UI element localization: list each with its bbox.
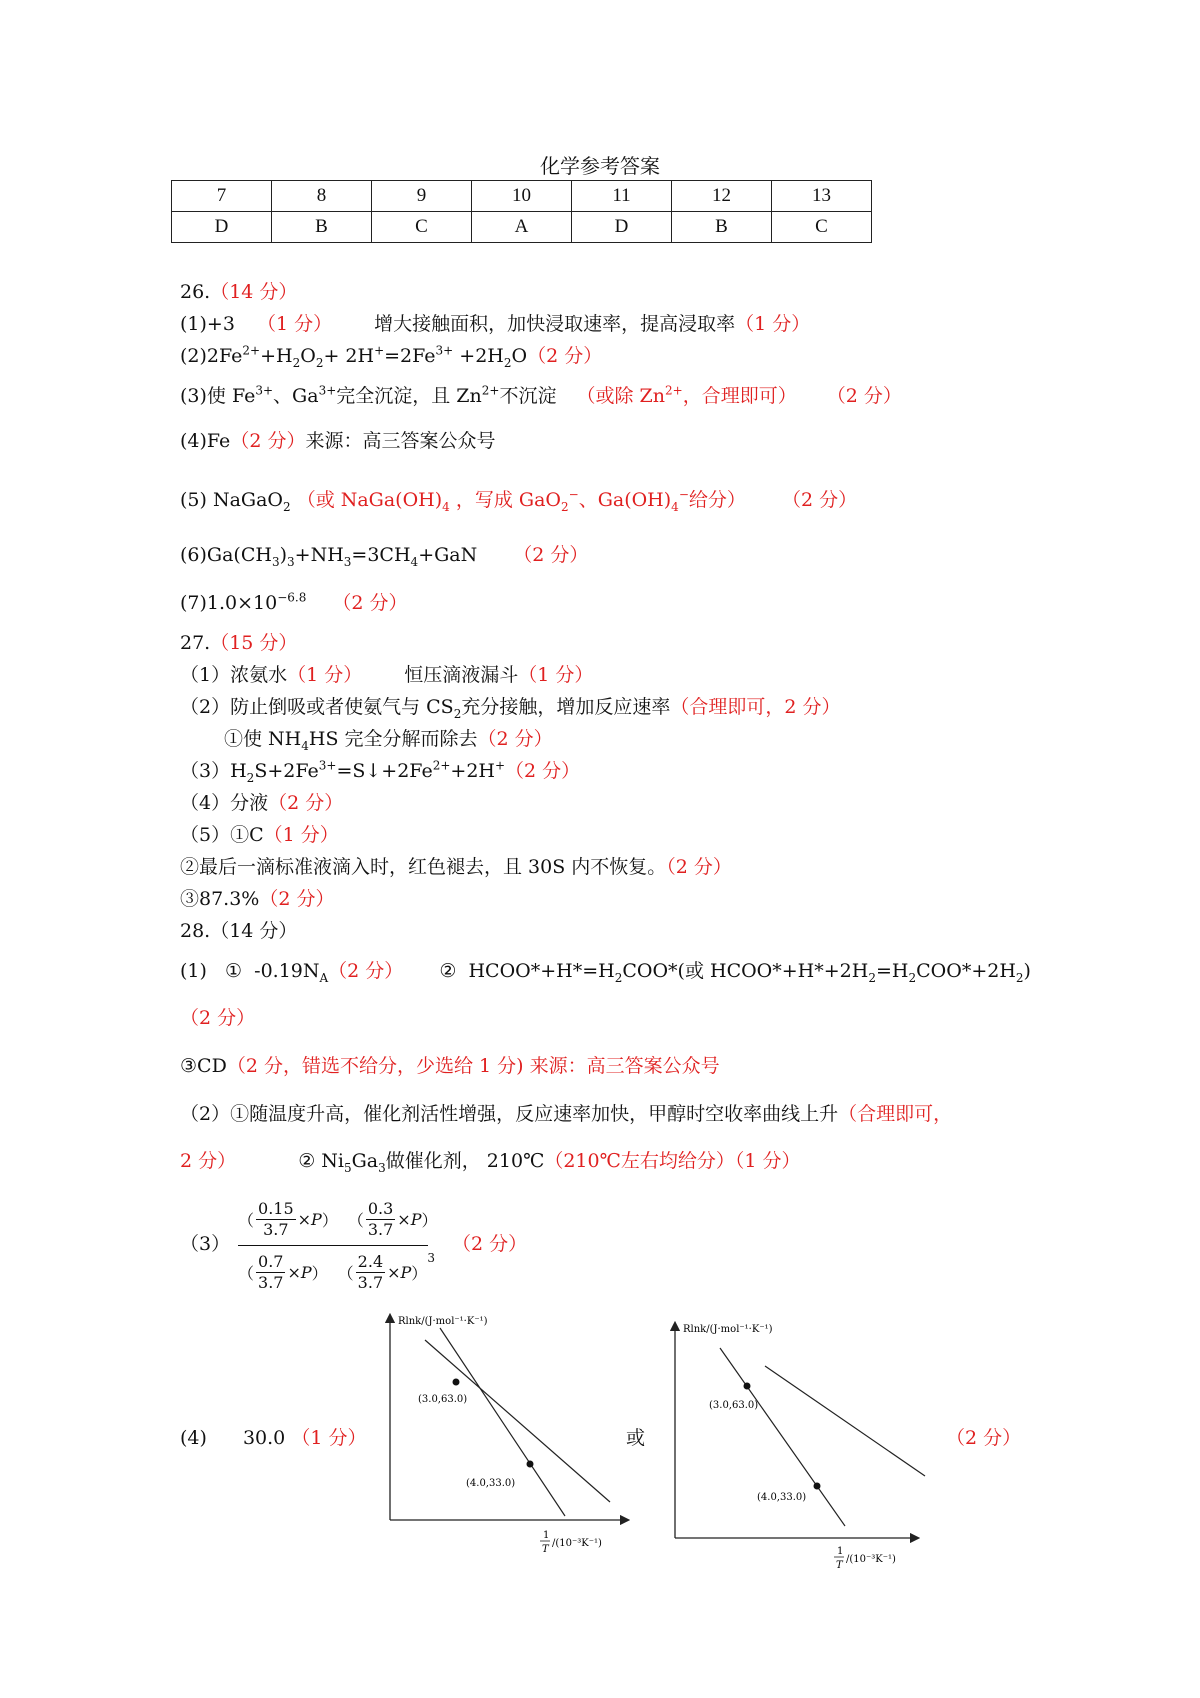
q28-part3-label: （3）: [180, 1233, 231, 1255]
q28-part1-score: （2 分）: [180, 1007, 256, 1029]
table-cell: 12: [672, 181, 772, 212]
table-cell: D: [572, 212, 672, 243]
q28-heading: 28.（14 分）: [180, 920, 298, 942]
q26-part6: $(6)Ga(CH_3)_3+NH_3=3CH_4+GaN$ （2 分）: [180, 544, 589, 569]
table-cell: 7: [172, 181, 272, 212]
table-cell: B: [272, 212, 372, 243]
table-cell: 13: [772, 181, 872, 212]
point-1-label: (3.0,63.0): [418, 1394, 468, 1405]
q28-part1: (1) ① $-0.19N_A(2$ 分） ② $HCOO*+H*=H_2COO*$(或 $HCOO*+H*+2H_2=H_2COO*+2H_2$): [180, 960, 1031, 985]
expr-numerator: （ $\frac{0.15}{3.7}$ ×P ） （ $\frac{0.3}{3.7}$ ×P ）: [238, 1198, 438, 1239]
point-1-label: (3.0,63.0): [709, 1400, 759, 1411]
q26-part5: (5) NaGaO$_2$ （或 $NaGa(OH)_4$ ，写成 GaO$_2$−、$Ga(OH)_4^-$给分） （2 分）: [180, 487, 858, 514]
q27-part2b: ①使 $NH_4HS$ 完全分解而除去（2 分）: [224, 728, 553, 753]
q28-part4-score: （2 分）: [946, 1427, 1022, 1449]
fraction-bar: [238, 1245, 428, 1246]
equilibrium-expression: [238, 1195, 437, 1296]
x-label-unit: /(10⁻³K⁻¹): [846, 1554, 896, 1565]
table-cell: D: [172, 212, 272, 243]
q28-part2: （2）①随温度升高，催化剂活性增强，反应速率加快，甲醇时空收率曲线上升（合理即可，: [180, 1103, 953, 1125]
x-label-den: T: [836, 1560, 843, 1568]
table-row-numbers: [172, 181, 872, 212]
q28-part1c: ③CD（2 分，错选不给分，少选给 1 分) 来源：高三答案公众号: [180, 1055, 720, 1077]
q26-part7: $(7)1.0\times 10^{-6.8}$ （2 分）: [180, 590, 408, 614]
table-cell: 8: [272, 181, 372, 212]
table-cell: 9: [372, 181, 472, 212]
table-cell: A: [472, 212, 572, 243]
table-cell: C: [372, 212, 472, 243]
x-label-unit: /(10⁻³K⁻¹): [552, 1538, 602, 1549]
q26-part4: (4)Fe（2 分）来源：高三答案公众号: [180, 430, 496, 452]
x-label-den: T: [542, 1544, 549, 1555]
page-title: 化学参考答案: [540, 154, 660, 178]
q28-part4: (4) 30.0 （1 分）: [180, 1427, 367, 1449]
q28-part3-score: （2 分）: [452, 1233, 528, 1255]
q28-part2b: 2 分） ② $Ni_5Ga_3$做催化剂， 210℃（210℃左右均给分）（1 分）: [180, 1150, 801, 1175]
point-1: [453, 1379, 460, 1386]
graph-1: [380, 1310, 640, 1560]
x-label-num: 1: [837, 1546, 844, 1557]
point-1: [744, 1383, 751, 1390]
q27-heading: 27.（15 分）: [180, 632, 298, 654]
table-cell: 10: [472, 181, 572, 212]
point-2: [814, 1483, 821, 1490]
q26-heading: 26.（14 分）: [180, 281, 298, 303]
q26-part1: (1)+3 （1 分） 增大接触面积，加快浸取速率，提高浸取率（1 分）: [180, 313, 811, 335]
q27-part1: （1）浓氨水（1 分） 恒压滴液漏斗（1 分）: [180, 664, 594, 686]
q26-part3: (3)使 $Fe^{3+}$、$Ga^{3+}$完全沉淀，且 $Zn^{2+}$不沉淀 （或除 $Zn^{2+}$，合理即可） （2 分）: [180, 383, 902, 407]
q26-part2: $(2)2Fe^{2+}+H_2O_2+ 2H^+=2Fe^{3+} +2H_2O(2$ 分）: [180, 343, 603, 370]
x-label-num: 1: [543, 1530, 550, 1541]
line-a: [425, 1340, 610, 1502]
graph-2: [665, 1318, 935, 1568]
table-cell: 11: [572, 181, 672, 212]
or-label: 或: [626, 1427, 646, 1449]
y-axis-label: Rlnk/(J·mol⁻¹·K⁻¹): [683, 1324, 773, 1335]
expr-denominator: （ $\frac{0.7}{3.7}$ ×P ） （ $\frac{2.4}{3.7}$ ×P ） $^3$: [238, 1251, 435, 1292]
q27-part2: （2）防止倒吸或者使氨气与 $CS_2$充分接触，增加反应速率（合理即可，2 分）: [180, 696, 841, 721]
point-2-label: (4.0,33.0): [466, 1478, 516, 1489]
answer-table: [171, 180, 872, 243]
table-cell: C: [772, 212, 872, 243]
line-a: [765, 1366, 925, 1476]
q27-part5b: ②最后一滴标准液滴入时，红色褪去，且 30S 内不恢复。（2 分）: [180, 856, 732, 878]
table-cell: B: [672, 212, 772, 243]
point-2-label: (4.0,33.0): [757, 1492, 807, 1503]
table-row-answers: [172, 212, 872, 243]
q27-part3: $(3)H_2S+2Fe^{3+}=S↓+2Fe^{2+}+2H^+(2$ 分）: [180, 758, 581, 785]
point-2: [527, 1461, 534, 1468]
q27-part4: （4）分液（2 分）: [180, 792, 344, 814]
q27-part5c: ③87.3%（2 分）: [180, 888, 335, 910]
q27-part5: （5）①C（1 分）: [180, 824, 339, 846]
y-axis-label: Rlnk/(J·mol⁻¹·K⁻¹): [398, 1316, 488, 1327]
